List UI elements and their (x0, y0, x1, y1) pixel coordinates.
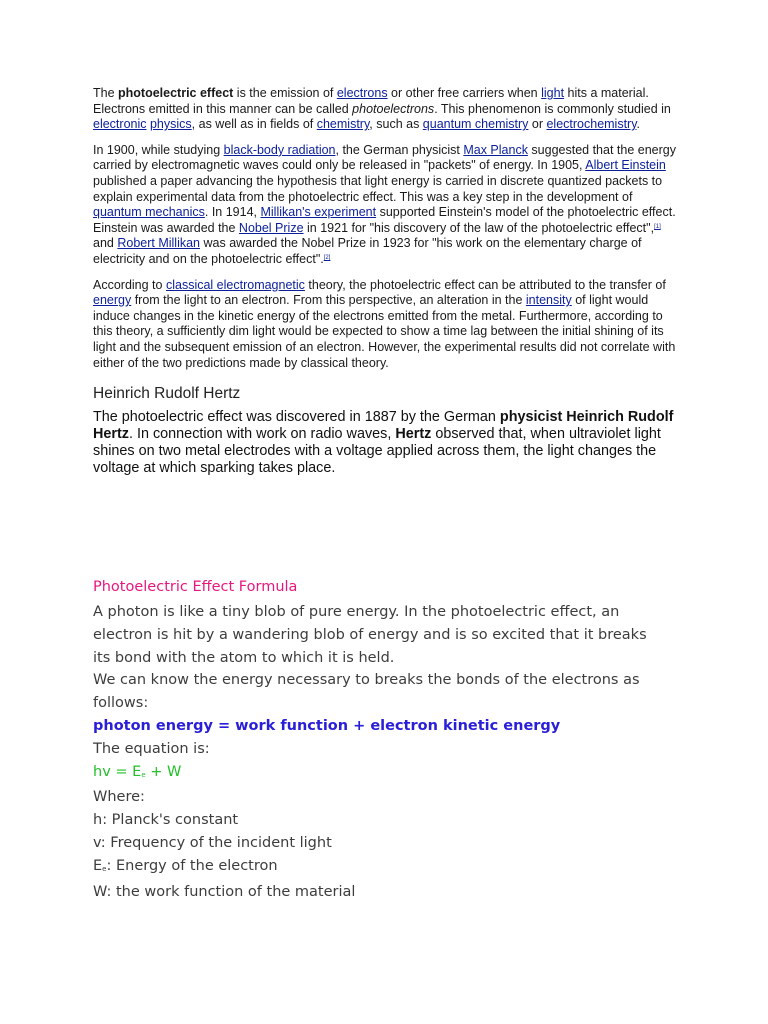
formula-text-line: electron is hit by a wandering blob of energy and is so excited that it breaks (93, 626, 647, 643)
definition-e (93, 855, 693, 881)
reference-link-1[interactable]: [1] (654, 223, 661, 230)
link-millikans-experiment[interactable]: Millikan's experiment (260, 205, 377, 220)
link-robert-millikan[interactable]: Robert Millikan (117, 236, 201, 251)
equation-intro: The equation is: (93, 740, 210, 757)
text: , the German physicist (335, 142, 464, 157)
reference-marker (324, 255, 331, 261)
link-max-planck[interactable]: Max Planck (463, 142, 528, 157)
term-photoelectric-effect: photoelectric effect (118, 86, 234, 100)
text: published a paper advancing the hypothesis that light energy is carried in discrete quantized packets to explain experimental data from the photoelectric effect. This was a key step in the development of (93, 173, 663, 204)
link-light[interactable]: light (541, 86, 565, 100)
text: . In connection with work on radio waves, (128, 426, 396, 443)
text: of light would induce changes in the kinetic energy of the electrons emitted from the metal. Furthermore, according to this theory, a sufficiently dim light would be expected to show a time lag between the initial shining of its light and the subsequent emission of an electron. However, the experimental results did not correlate with either of the two predictions made by classical theory. (93, 293, 676, 370)
where-label: Where: (93, 789, 145, 806)
text: or other free carriers when (387, 86, 542, 100)
text: According to (93, 277, 166, 292)
intro-paragraph (93, 86, 683, 133)
link-nobel-prize[interactable]: Nobel Prize (238, 220, 304, 235)
text: , such as (369, 117, 423, 132)
formula-section (93, 578, 693, 903)
bold-text: Hertz (395, 426, 432, 443)
history-paragraph (93, 143, 683, 268)
subscript: e (102, 864, 107, 873)
text: is the emission of (233, 86, 337, 100)
term-photoelectrons: photoelectrons (352, 101, 435, 116)
text: The (93, 86, 119, 100)
text: observed that, when ultraviolet light shines on two metal electrodes with a voltage applied across them, the light changes the voltage at which sparking takes place. (93, 426, 661, 477)
link-electrons[interactable]: electrons (336, 86, 388, 100)
link-chemistry[interactable]: chemistry (316, 117, 370, 132)
text: hv = E (93, 763, 142, 780)
hertz-heading: Heinrich Rudolf Hertz (93, 385, 241, 403)
formula-title: Photoelectric Effect Formula (93, 579, 298, 595)
text: E (93, 857, 103, 874)
document-page (93, 86, 683, 477)
link-quantum-mechanics[interactable]: quantum mechanics (93, 205, 205, 220)
equation-symbolic (93, 761, 693, 787)
text: + W (145, 763, 182, 780)
definition-h: h: Planck's constant (93, 812, 239, 829)
link-black-body-radiation[interactable]: black-body radiation (223, 142, 336, 157)
text: theory, the photoelectric effect can be attributed to the transfer of (304, 277, 666, 292)
reference-link-2[interactable]: [2] (323, 254, 331, 261)
link-electronic[interactable]: electronic (93, 117, 147, 132)
text: : Energy of the electron (106, 857, 278, 874)
text: was awarded the Nobel Prize in 1923 for "his work on the elementary charge of electricity and on the photoelectric effect". (93, 236, 642, 266)
text: in 1921 for "his discovery of the law of the photoelectric effect", (303, 220, 655, 235)
formula-text-line: We can know the energy necessary to breaks the bonds of the electrons as (93, 672, 640, 689)
text: . This phenomenon is commonly studied in (434, 101, 671, 116)
definition-w: W: the work function of the material (93, 883, 356, 900)
formula-text-line: A photon is like a tiny blob of pure energy. In the photoelectric effect, an (93, 604, 620, 620)
reference-marker (654, 224, 661, 230)
link-energy[interactable]: energy (93, 293, 132, 308)
text: . In 1914, (204, 205, 261, 220)
text: supported Einstein's model of the photoelectric effect. Einstein was awarded the (93, 205, 676, 235)
text: from the light to an electron. From this perspective, an alteration in the (131, 293, 526, 308)
link-physics[interactable]: physics (149, 117, 192, 132)
text: , as well as in fields of (191, 117, 317, 132)
link-classical-electromagnetic[interactable]: classical electromagnetic (165, 277, 305, 292)
link-intensity[interactable]: intensity (525, 293, 572, 308)
text: suggested that the energy carried by electromagnetic waves could only be released in "packets" of energy. In 1905, (93, 142, 676, 173)
text: The photoelectric effect was discovered in 1887 by the German (93, 409, 500, 426)
text: hits a material. Electrons emitted in this manner can be called (93, 86, 649, 116)
text: and (93, 236, 118, 251)
link-electrochemistry[interactable]: electrochemistry (546, 117, 637, 132)
definition-v: v: Frequency of the incident light (93, 834, 332, 851)
equation-in-words: photon energy = work function + electron kinetic energy (93, 717, 561, 734)
hertz-paragraph (93, 409, 683, 477)
text: . (636, 117, 641, 132)
link-albert-einstein[interactable]: Albert Einstein (585, 158, 666, 173)
subscript: e (141, 770, 146, 779)
link-quantum-chemistry[interactable]: quantum chemistry (422, 117, 529, 132)
text: In 1900, while studying (93, 142, 224, 157)
text: or (528, 117, 547, 132)
classical-theory-paragraph (93, 278, 683, 372)
formula-text-line: follows: (93, 695, 149, 712)
formula-text-line: its bond with the atom to which it is held. (93, 649, 395, 666)
bold-text: physicist Heinrich Rudolf Hertz (93, 409, 674, 443)
